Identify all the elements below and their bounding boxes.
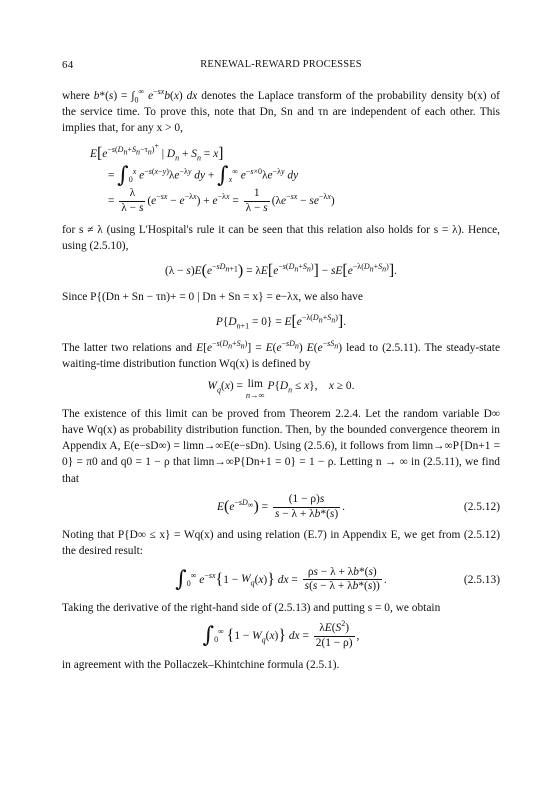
equation-conditional-expectation: $E[e^{-s(D_n+S_n-\tau_n)^+}$ | $D_n + S_n = x$] = $\int_0^x$ $e^{-s(x-y)}\lambda e^{-\lambda y}$ dy + $\int_x^\infty$ $e^{-s\times 0}\lambda e^{-\lambda y}$ dy = $\frac{\lambda}{\lambda - s}$ $(e^{-sx} - e^{-\lambda x}) + e^{-\lambda x}$ = $\frac{1}{\lambda - s}$ $(\lambda e^{-sx} - se^{-\lambda x})$: [90, 141, 335, 214]
running-header: [62, 58, 500, 74]
equation-mean-waiting: $\int_0^\infty$ $\{1 - W_q(x)\}$ dx = $\frac{\lambda E(S^2)}{2(1 - \rho)}$ ,: [202, 619, 360, 649]
page: [62, 58, 500, 673]
paragraph-latter: The latter two relations and $E[e^{-s(D_n+S_n)}] = E(e^{-sD_n})$ $E(e^{-sS_n})$ lead to (2.5.11). The steady-state waiting-time distribution function Wq(x) is defined by: [62, 338, 500, 370]
paragraph-noting: Noting that P{D∞ ≤ x} = Wq(x) and using relation (E.7) in Appendix E, we get from (2.5.12) the desired result:: [62, 529, 500, 558]
page-number: 64: [62, 59, 74, 71]
paragraph-derivative: Taking the derivative of the right-hand side of (2.5.13) and putting s = 0, we obtain: [62, 601, 441, 614]
paragraph-since: Since P{(Dn + Sn − τn)+ = 0 | Dn + Sn = x} = e−λx, we also have: [62, 290, 363, 303]
equation-recursion: $(\lambda - s)E(e^{-sD_{n+1}}) = \lambda E[e^{-s(D_n+S_n)}] - sE[e^{-\lambda(D_n+S_n)}]$.: [164, 262, 398, 280]
paragraph-existence: The existence of this limit can be proved from Theorem 2.2.4. Let the random variable D∞ have Wq(x) as probability distribution function. Then, by the bounded convergence theorem in Appendix A, E(e−sD∞) = limn→∞E(e−sDn). Using (2.5.6), it follows from limn→∞P{Dn+1 = 0} = π0 and q0 = 1 − ρ that limn→∞P{Dn+1 = 0} = 1 − ρ. Letting n → ∞ in (2.5.11), we find that: [62, 407, 500, 485]
equation-2-5-12: $E(e^{-sD_\infty})$ = $\frac{(1 - \rho)s}{s - \lambda + \lambda b*(s)}$ . (2.5.12): [217, 492, 500, 520]
equation-2-5-13: $\int_0^\infty$ $e^{-sx}\{1 - W_q(x)\}$ dx = $\frac{\rho s - \lambda + \lambda b*(s)}{s(s - \lambda + \lambda b*(s))}$ . (2.5.13): [175, 565, 500, 593]
equation-number-2-5-13: (2.5.13): [463, 573, 500, 586]
equation-prob-zero: $P\{D_{n+1} = 0\} = E[e^{-\lambda(D_n+S_n)}]$.: [215, 312, 347, 331]
paragraph-lhospital: for s ≠ λ (using L'Hospital's rule it can be seen that this relation also holds for s = λ). Hence, using (2.5.10),: [62, 223, 500, 252]
running-title: RENEWAL-REWARD PROCESSES: [200, 59, 362, 70]
paragraph-agreement: in agreement with the Pollaczek–Khintchine formula (2.5.1).: [62, 658, 340, 671]
paragraph-laplace: where $b*(s) = \int_0^\infty$ $e^{-sx}b(x)$ dx denotes the Laplace transform of the probability density b(x) of the service time. To prove this, note that Dn, Sn and τn are independent of each other. This implies that, for any x > 0,: [62, 87, 500, 135]
equation-number-2-5-12: (2.5.12): [463, 500, 500, 513]
equation-waiting-time-def: $W_q(x) = \lim$ n→∞ $P\{D_n \le x\}$, x ≥ 0.: [207, 378, 355, 400]
